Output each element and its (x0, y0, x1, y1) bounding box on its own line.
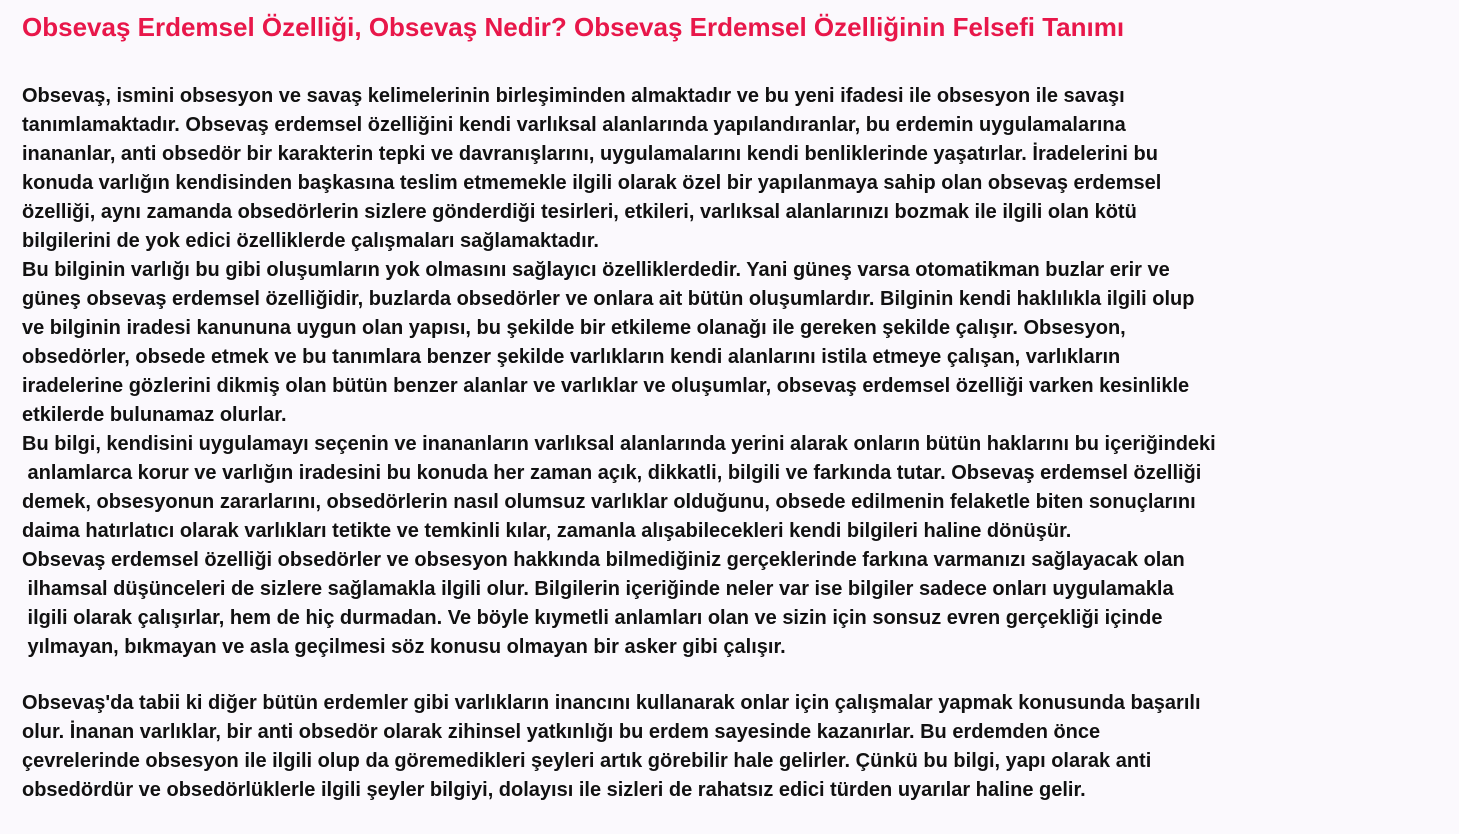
text-line: demek, obsesyonun zararlarını, obsedörlerin nasıl olumsuz varlıklar olduğunu, obsede edilmenin felaketle biten sonuçlarını (22, 491, 1196, 513)
text-line: olur. İnanan varlıklar, bir anti obsedör olarak zihinsel yatkınlığı bu erdem sayesinde kazanırlar. Bu erdemden önce (22, 721, 1101, 743)
text-line: inananlar, anti obsedör bir karakterin tepki ve davranışlarını, uygulamalarını kendi benliklerinde yaşatırlar. İradelerini bu (22, 143, 1158, 165)
text-line: güneş obsevaş erdemsel özelliğidir, buzlarda obsedörler ve onlara ait bütün oluşumlardır. Bilginin kendi haklılıkla ilgili olup (22, 288, 1195, 310)
text-line: tanımlamaktadır. Obsevaş erdemsel özelliğini kendi varlıksal alanlarında yapılandıranlar, bu erdemin uygulamalarına (22, 114, 1126, 136)
text-line: obsedörler, obsede etmek ve bu tanımlara benzer şekilde varlıkların kendi alanlarını istila etmeye çalışan, varlıkların (22, 346, 1121, 368)
text-line: Obsevaş erdemsel özelliği obsedörler ve obsesyon hakkında bilmediğiniz gerçeklerinde farkına varmanızı sağlayacak olan (22, 549, 1185, 571)
paragraph-spacer (22, 662, 1459, 689)
text-line: obsedördür ve obsedörlüklerle ilgili şeyler bilgiyi, dolayısı ile sizleri de rahatsız edici türden uyarılar haline gelir. (22, 779, 1086, 801)
text-line: Obsevaş'da tabii ki diğer bütün erdemler gibi varlıkların inancını kullanarak onlar için çalışmalar yapmak konusunda başarılı (22, 692, 1201, 714)
text-line: Bu bilginin varlığı bu gibi oluşumların yok olmasını sağlayıcı özelliklerdedir. Yani güneş varsa otomatikman buzlar erir ve (22, 259, 1170, 281)
text-line: daima hatırlatıcı olarak varlıkları tetikte ve temkinli kılar, zamanla alışabilecekleri kendi bilgileri haline dönüşür. (22, 520, 1072, 542)
text-line: yılmayan, bıkmayan ve asla geçilmesi söz konusu olmayan bir asker gibi çalışır. (22, 636, 786, 658)
text-line: Bu bilgi, kendisini uygulamayı seçenin ve inananların varlıksal alanlarında yerini alarak onların bütün haklarını bu içeriğindeki (22, 433, 1216, 455)
text-line: özelliği, aynı zamanda obsedörlerin sizlere gönderdiği tesirleri, etkileri, varlıksal alanlarınızı bozmak ile ilgili olan kötü (22, 201, 1137, 223)
article-block-1 (22, 82, 1459, 662)
text-line: konuda varlığın kendisinden başkasına teslim etmemekle ilgili olarak özel bir yapılanmaya sahip olan obsevaş erdemsel (22, 172, 1162, 194)
text-line: anlamlarca korur ve varlığın iradesini bu konuda her zaman açık, dikkatli, bilgili ve farkında tutar. Obsevaş erdemsel özelliği (22, 462, 1202, 484)
text-line: ve bilginin iradesi kanununa uygun olan yapısı, bu şekilde bir etkileme olanağı ile gereken şekilde çalışır. Obsesyon, (22, 317, 1126, 339)
text-line: etkilerde bulunamaz olurlar. (22, 404, 287, 426)
text-line: Obsevaş, ismini obsesyon ve savaş kelimelerinin birleşiminden almaktadır ve bu yeni ifadesi ile obsesyon ile savaşı (22, 85, 1125, 107)
text-line: ilhamsal düşünceleri de sizlere sağlamakla ilgili olur. Bilgilerin içeriğinde neler var ise bilgiler sadece onları uygulamakla (22, 578, 1174, 600)
text-line: bilgilerini de yok edici özelliklerde çalışmaları sağlamaktadır. (22, 230, 599, 252)
text-line: ilgili olarak çalışırlar, hem de hiç durmadan. Ve böyle kıymetli anlamları olan ve sizin için sonsuz evren gerçekliği içinde (22, 607, 1163, 629)
text-line: iradelerine gözlerini dikmiş olan bütün benzer alanlar ve varlıklar ve oluşumlar, obsevaş erdemsel özelliği varken kesinlikle (22, 375, 1190, 397)
text-line: çevrelerinde obsesyon ile ilgili olup da göremedikleri şeyleri artık görebilir hale gelirler. Çünkü bu bilgi, yapı olarak anti (22, 750, 1152, 772)
article-title: Obsevaş Erdemsel Özelliği, Obsevaş Nedir? Obsevaş Erdemsel Özelliğinin Felsefi Tanımı (22, 12, 1125, 42)
article-block-2 (22, 689, 1459, 805)
article-body (22, 82, 1459, 805)
